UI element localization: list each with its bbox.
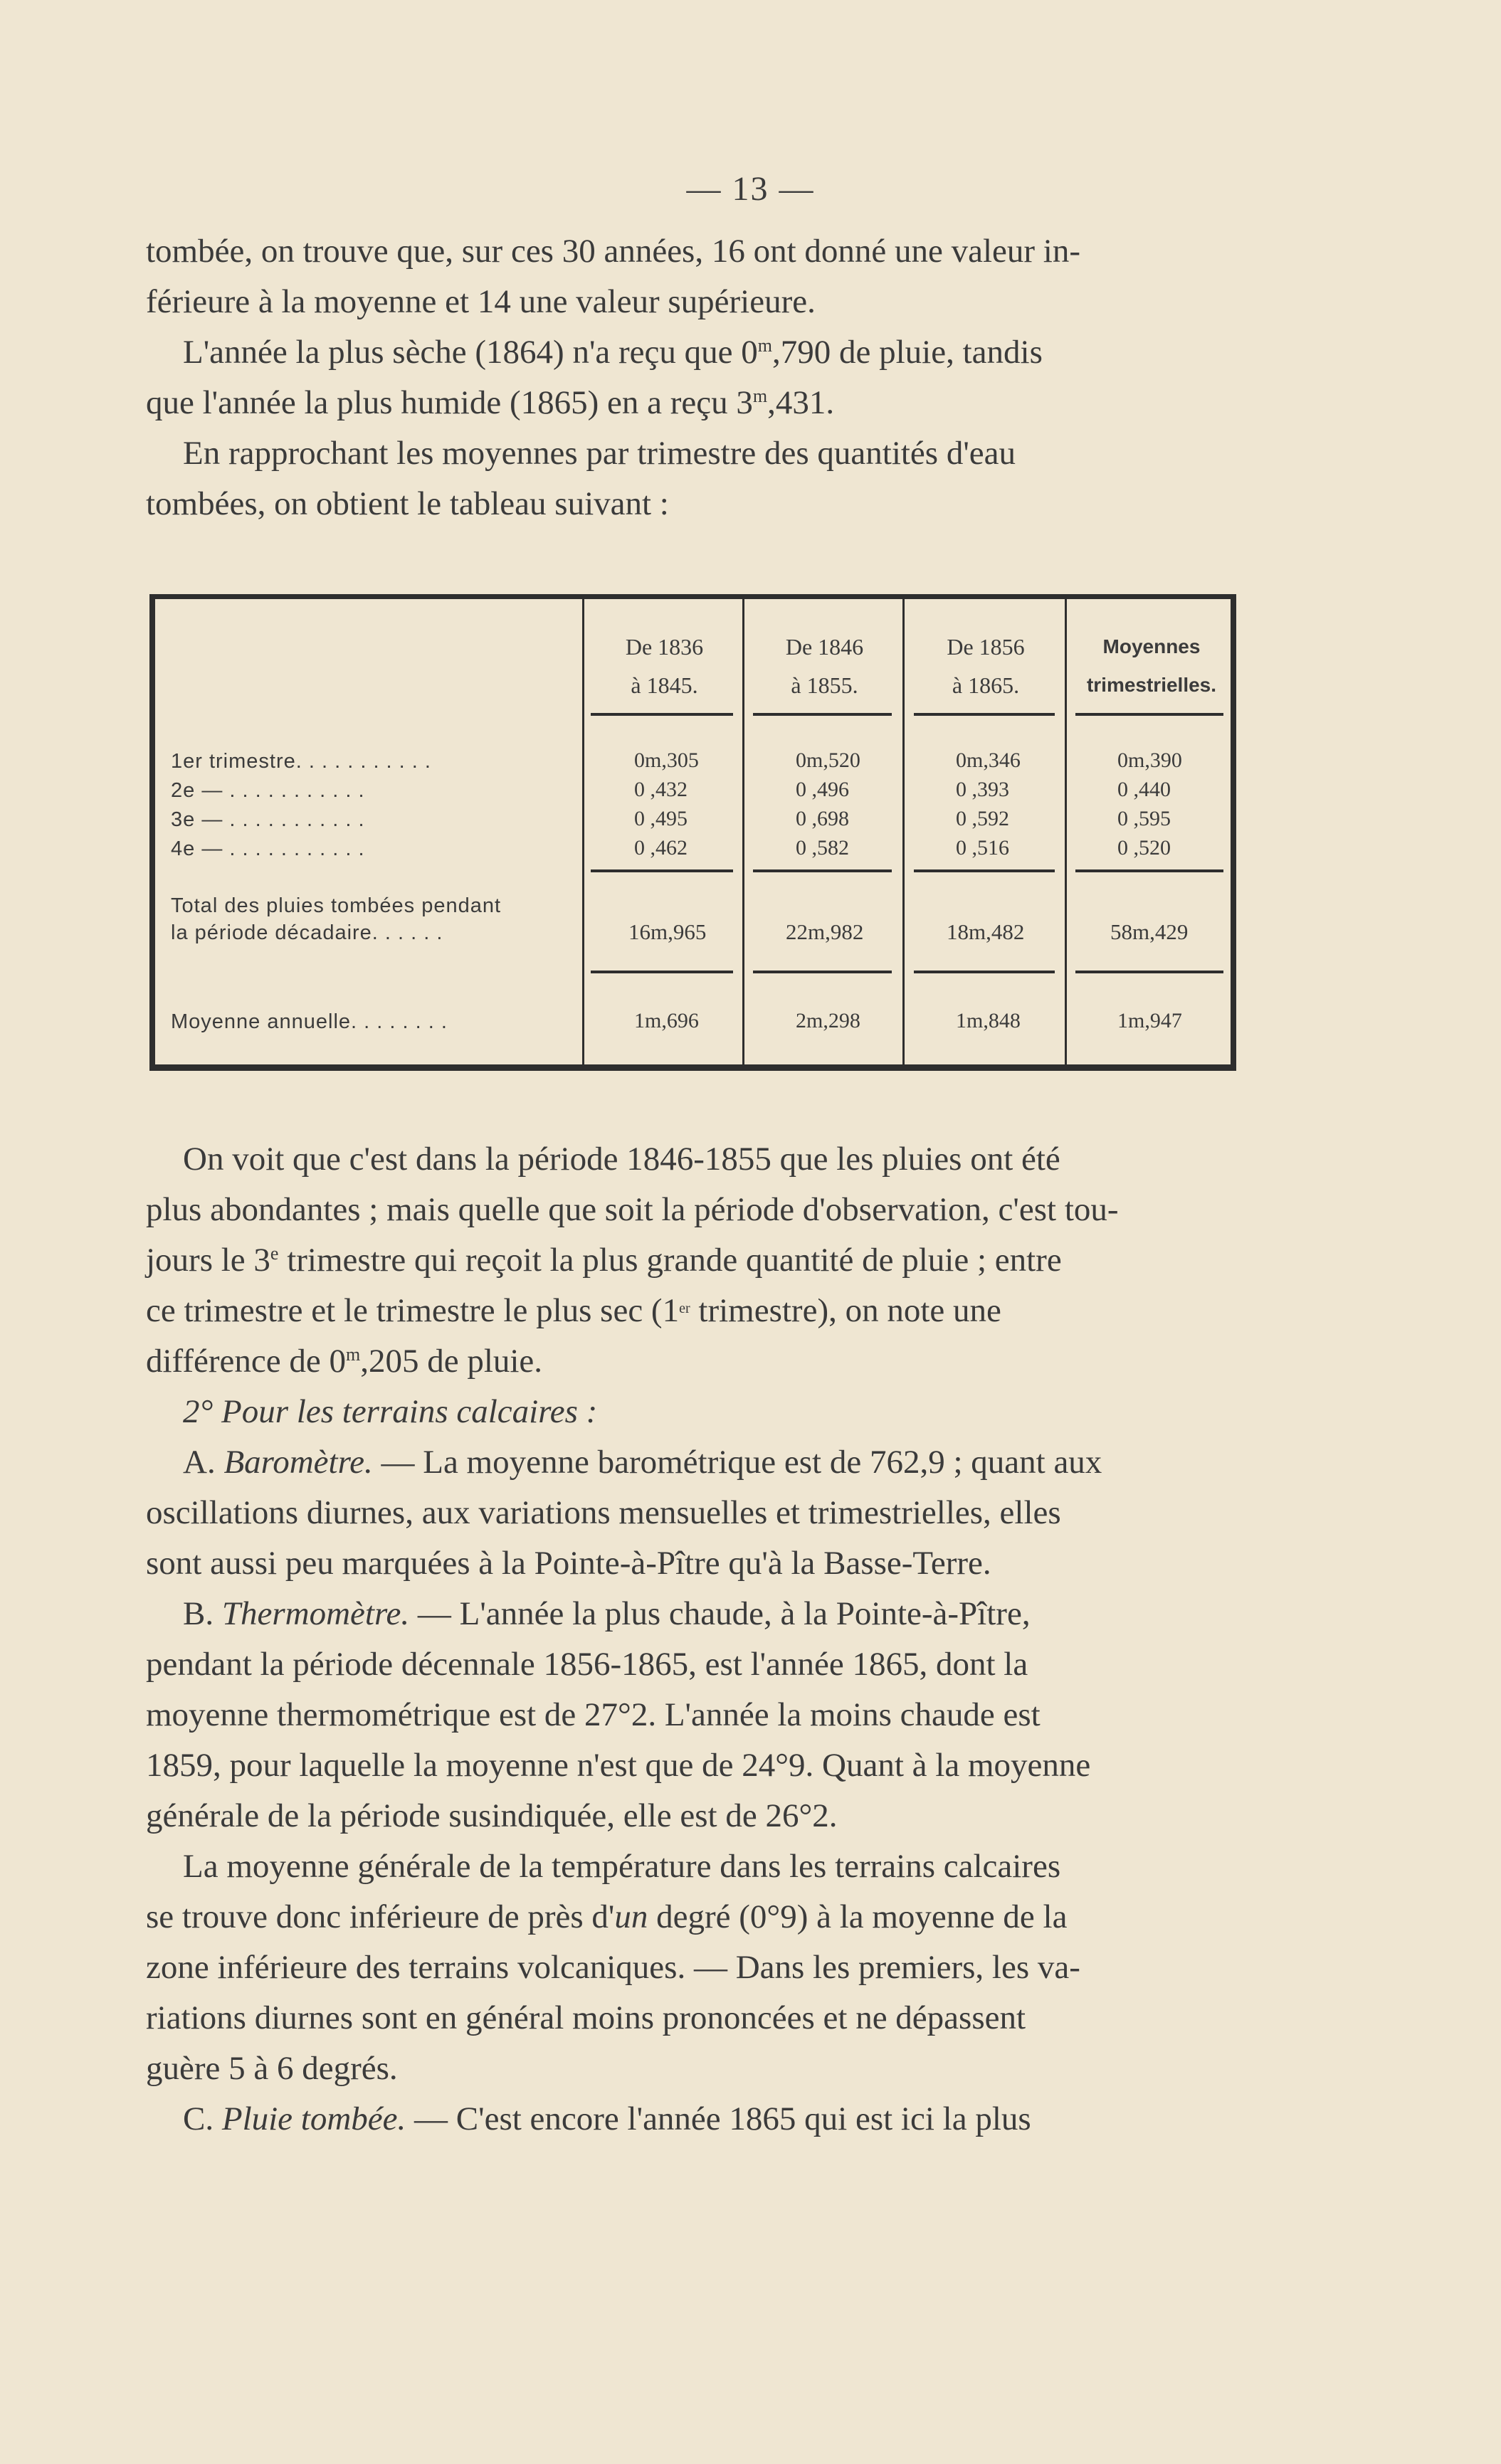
para1-line2: férieure à la moyenne et 14 une valeur supérieure. xyxy=(146,283,816,320)
cell: 16m,965 xyxy=(628,919,707,944)
row-label-q2: 2e — . . . . . . . . . . . xyxy=(171,779,365,802)
page-number: — 13 — xyxy=(686,170,815,208)
cell: 0 ,440 xyxy=(1117,778,1171,801)
cell: 2m,298 xyxy=(796,1009,860,1032)
cell: 0 ,393 xyxy=(956,778,1009,801)
paraB-line3: moyenne thermométrique est de 27°2. L'année la moins chaude est xyxy=(146,1696,1041,1733)
cell: 0m,390 xyxy=(1117,749,1182,772)
cell: 0m,346 xyxy=(956,749,1021,772)
row-label-q3: 3e — . . . . . . . . . . . xyxy=(171,808,365,831)
para5-line1: La moyenne générale de la température dans les terrains calcaires xyxy=(183,1848,1061,1885)
header-1846-1855: De 1846 à 1855. xyxy=(785,634,864,698)
para4-line3: jours le 3e trimestre qui reçoit la plus grande quantité de pluie ; entre xyxy=(146,1242,1062,1279)
cell: 0 ,462 xyxy=(634,836,688,860)
para4-line5: différence de 0$^m$,205 de pluie. xyxy=(146,1343,543,1380)
paraA-line3: sont aussi peu marquées à la Pointe-à-Pître qu'à la Basse-Terre. xyxy=(146,1545,991,1582)
cell: 0 ,520 xyxy=(1117,836,1171,860)
para4-line2: plus abondantes ; mais quelle que soit la période d'observation, c'est tou- xyxy=(146,1191,1119,1228)
cell: 0m,305 xyxy=(634,749,699,772)
body-text xyxy=(146,1134,1242,2145)
para3-line1: En rapprochant les moyennes par trimestre des quantités d'eau xyxy=(183,435,1016,472)
section-heading: 2° Pour les terrains calcaires : xyxy=(183,1393,598,1430)
para2-line1: L'année la plus sèche (1864) n'a reçu que 0$^m$,790 de pluie, tandis xyxy=(183,334,1043,371)
cell: 0 ,516 xyxy=(956,836,1009,860)
paraC-line1: C. Pluie tombée. — C'est encore l'année 1865 qui est ici la plus xyxy=(183,2100,1031,2137)
para1-line1: tombée, on trouve que, sur ces 30 années, 16 ont donné une valeur in- xyxy=(146,233,1081,270)
para5-line5: guère 5 à 6 degrés. xyxy=(146,2050,398,2087)
para3-line2: tombées, on obtient le tableau suivant : xyxy=(146,485,669,522)
para5-line4: riations diurnes sont en général moins prononcées et ne dépassent xyxy=(146,1999,1026,2036)
row-label-total: Total des pluies tombées pendant la période décadaire. . . . . . xyxy=(171,894,502,944)
cell: 0 ,495 xyxy=(634,807,688,830)
paraB-line2: pendant la période décennale 1856-1865, est l'année 1865, dont la xyxy=(146,1646,1028,1683)
cell: 0 ,595 xyxy=(1117,807,1171,830)
header-1856-1865: De 1856 à 1865. xyxy=(947,634,1025,698)
cell: 58m,429 xyxy=(1110,919,1189,944)
intro-text xyxy=(146,226,1242,529)
cell: 0m,520 xyxy=(796,749,860,772)
cell: 0 ,592 xyxy=(956,807,1009,830)
cell: 0 ,698 xyxy=(796,807,849,830)
cell: 1m,848 xyxy=(956,1009,1021,1032)
para5-line3: zone inférieure des terrains volcaniques. — Dans les premiers, les va- xyxy=(146,1949,1080,1986)
paraB-line5: générale de la période susindiquée, elle est de 26°2. xyxy=(146,1797,838,1834)
row-label-q1: 1er trimestre. . . . . . . . . . . xyxy=(171,750,431,773)
row-label-q4: 4e — . . . . . . . . . . . xyxy=(171,837,365,860)
para4-line1: On voit que c'est dans la période 1846-1855 que les pluies ont été xyxy=(183,1141,1060,1178)
paraA-line1: A. Baromètre. — La moyenne barométrique est de 762,9 ; quant aux xyxy=(183,1444,1102,1481)
rainfall-table xyxy=(149,594,1236,1071)
cell: 0 ,432 xyxy=(634,778,688,801)
row-label-moyenne: Moyenne annuelle. . . . . . . . xyxy=(171,1010,448,1033)
cell: 1m,947 xyxy=(1117,1009,1182,1032)
paraB-line1: B. Thermomètre. — L'année la plus chaude, à la Pointe-à-Pître, xyxy=(183,1595,1031,1632)
cell: 18m,482 xyxy=(947,919,1025,944)
para2-line2: que l'année la plus humide (1865) en a reçu 3$^m$,431. xyxy=(146,384,835,421)
cell: 22m,982 xyxy=(786,919,864,944)
para4-line4: ce trimestre et le trimestre le plus sec (1er trimestre), on note une xyxy=(146,1292,1001,1329)
para5-line2: se trouve donc inférieure de près d'un degré (0°9) à la moyenne de la xyxy=(146,1898,1068,1935)
header-1836-1845: De 1836 à 1845. xyxy=(625,634,704,698)
cell: 1m,696 xyxy=(634,1009,699,1032)
paraB-line4: 1859, pour laquelle la moyenne n'est que de 24°9. Quant à la moyenne xyxy=(146,1747,1091,1784)
paraA-line2: oscillations diurnes, aux variations mensuelles et trimestrielles, elles xyxy=(146,1494,1061,1531)
cell: 0 ,582 xyxy=(796,836,849,860)
header-moyennes: Moyennes trimestrielles. xyxy=(1086,635,1217,696)
cell: 0 ,496 xyxy=(796,778,849,801)
